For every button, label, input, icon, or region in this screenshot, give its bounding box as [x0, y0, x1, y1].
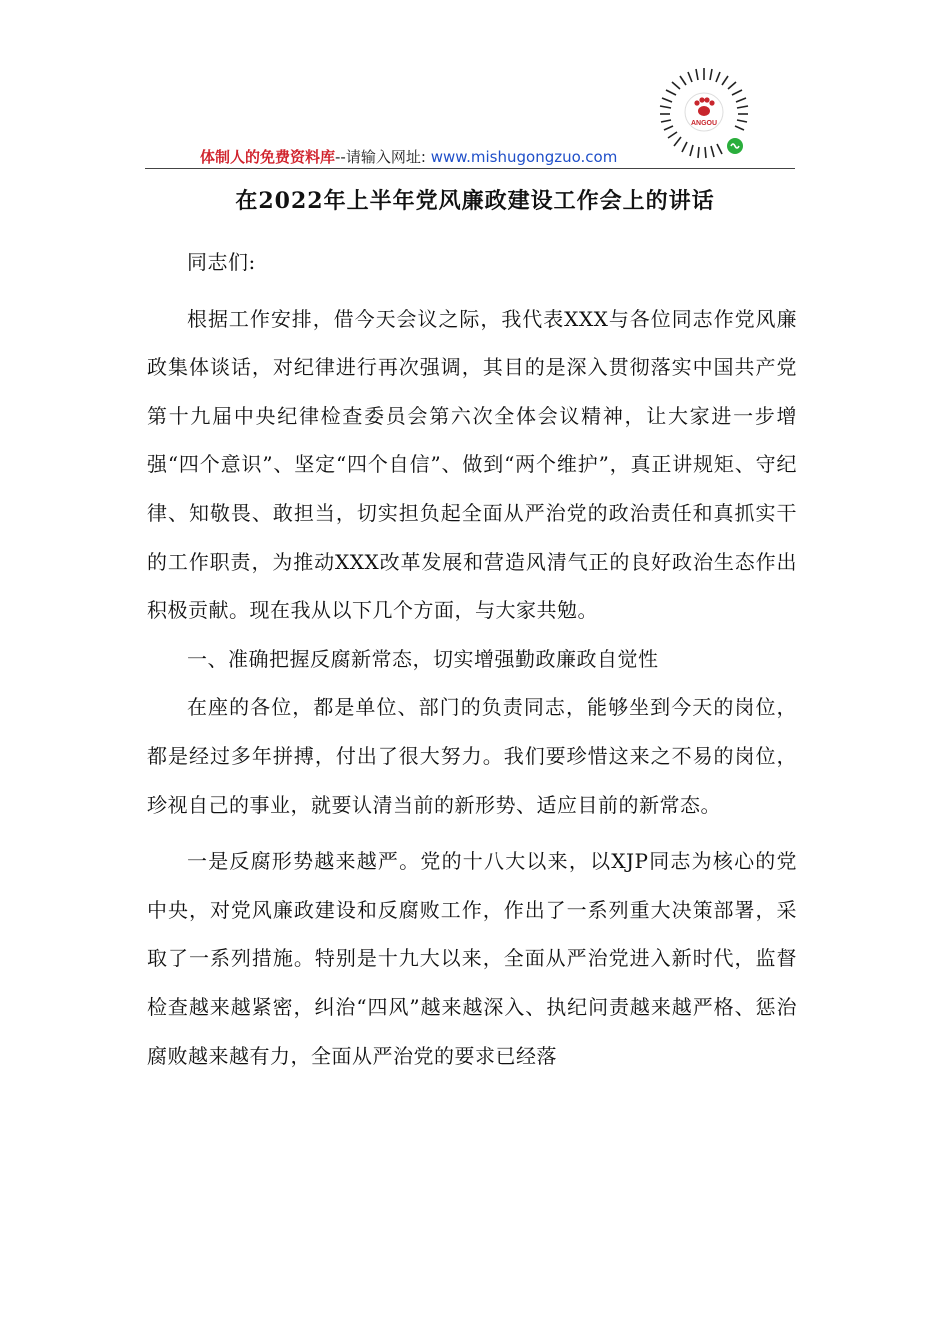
paragraph-position: 在座的各位，都是单位、部门的负责同志，能够坐到今天的岗位，都是经过多年拼搏，付出了很大努力。我们要珍惜这来之不易的岗位，珍视自己的事业，就要认清当前的新形势、适应目前的新常态。: [147, 695, 797, 817]
mini-program-qr-code[interactable]: [656, 66, 752, 162]
qr-brand-label: ANGOU: [690, 120, 718, 127]
document-body: [147, 230, 797, 1080]
header-separator: --请输入网址:: [335, 148, 426, 166]
site-url-link[interactable]: www.mishugongzuo.com: [430, 148, 618, 166]
document-title: 在2022年上半年党风廉政建设工作会上的讲话: [235, 188, 715, 214]
header-divider: [145, 168, 795, 169]
paragraph-intro: 根据工作安排，借今天会议之际，我代表XXX与各位同志作党风廉政集体谈话，对纪律进行再次强调，其目的是深入贯彻落实中国共产党第十九届中央纪律检查委员会第六次全体会议精神，让大家进一步增强“四个意识”、坚定“四个自信”、做到“两个维护”，真正讲规矩、守纪律、知敬畏、敢担当，切实担负起全面从严治党的政治责任和真抓实干的工作职责，为推动XXX改革发展和营造风清气正的良好政治生态作出积极贡献。现在我从以下几个方面，与大家共勉。: [147, 306, 797, 623]
greeting: 同志们:: [187, 250, 256, 274]
paragraph-situation: 一是反腐形势越来越严。党的十八大以来，以XJP同志为核心的党中央，对党风廉政建设和反腐败工作，作出了一系列重大决策部署，采取了一系列措施。特别是十九大以来，全面从严治党进入新时代，监督检查越来越紧密，纠治“四风”越来越深入、执纪问责越来越严格、惩治腐败越来越有力，全面从严治党的要求已经落: [147, 849, 797, 1068]
site-name: 体制人的免费资料库: [200, 148, 336, 166]
section-heading: 一、准确把握反腐新常态，切实增强勤政廉政自觉性: [187, 646, 659, 671]
header-banner: [200, 146, 617, 167]
